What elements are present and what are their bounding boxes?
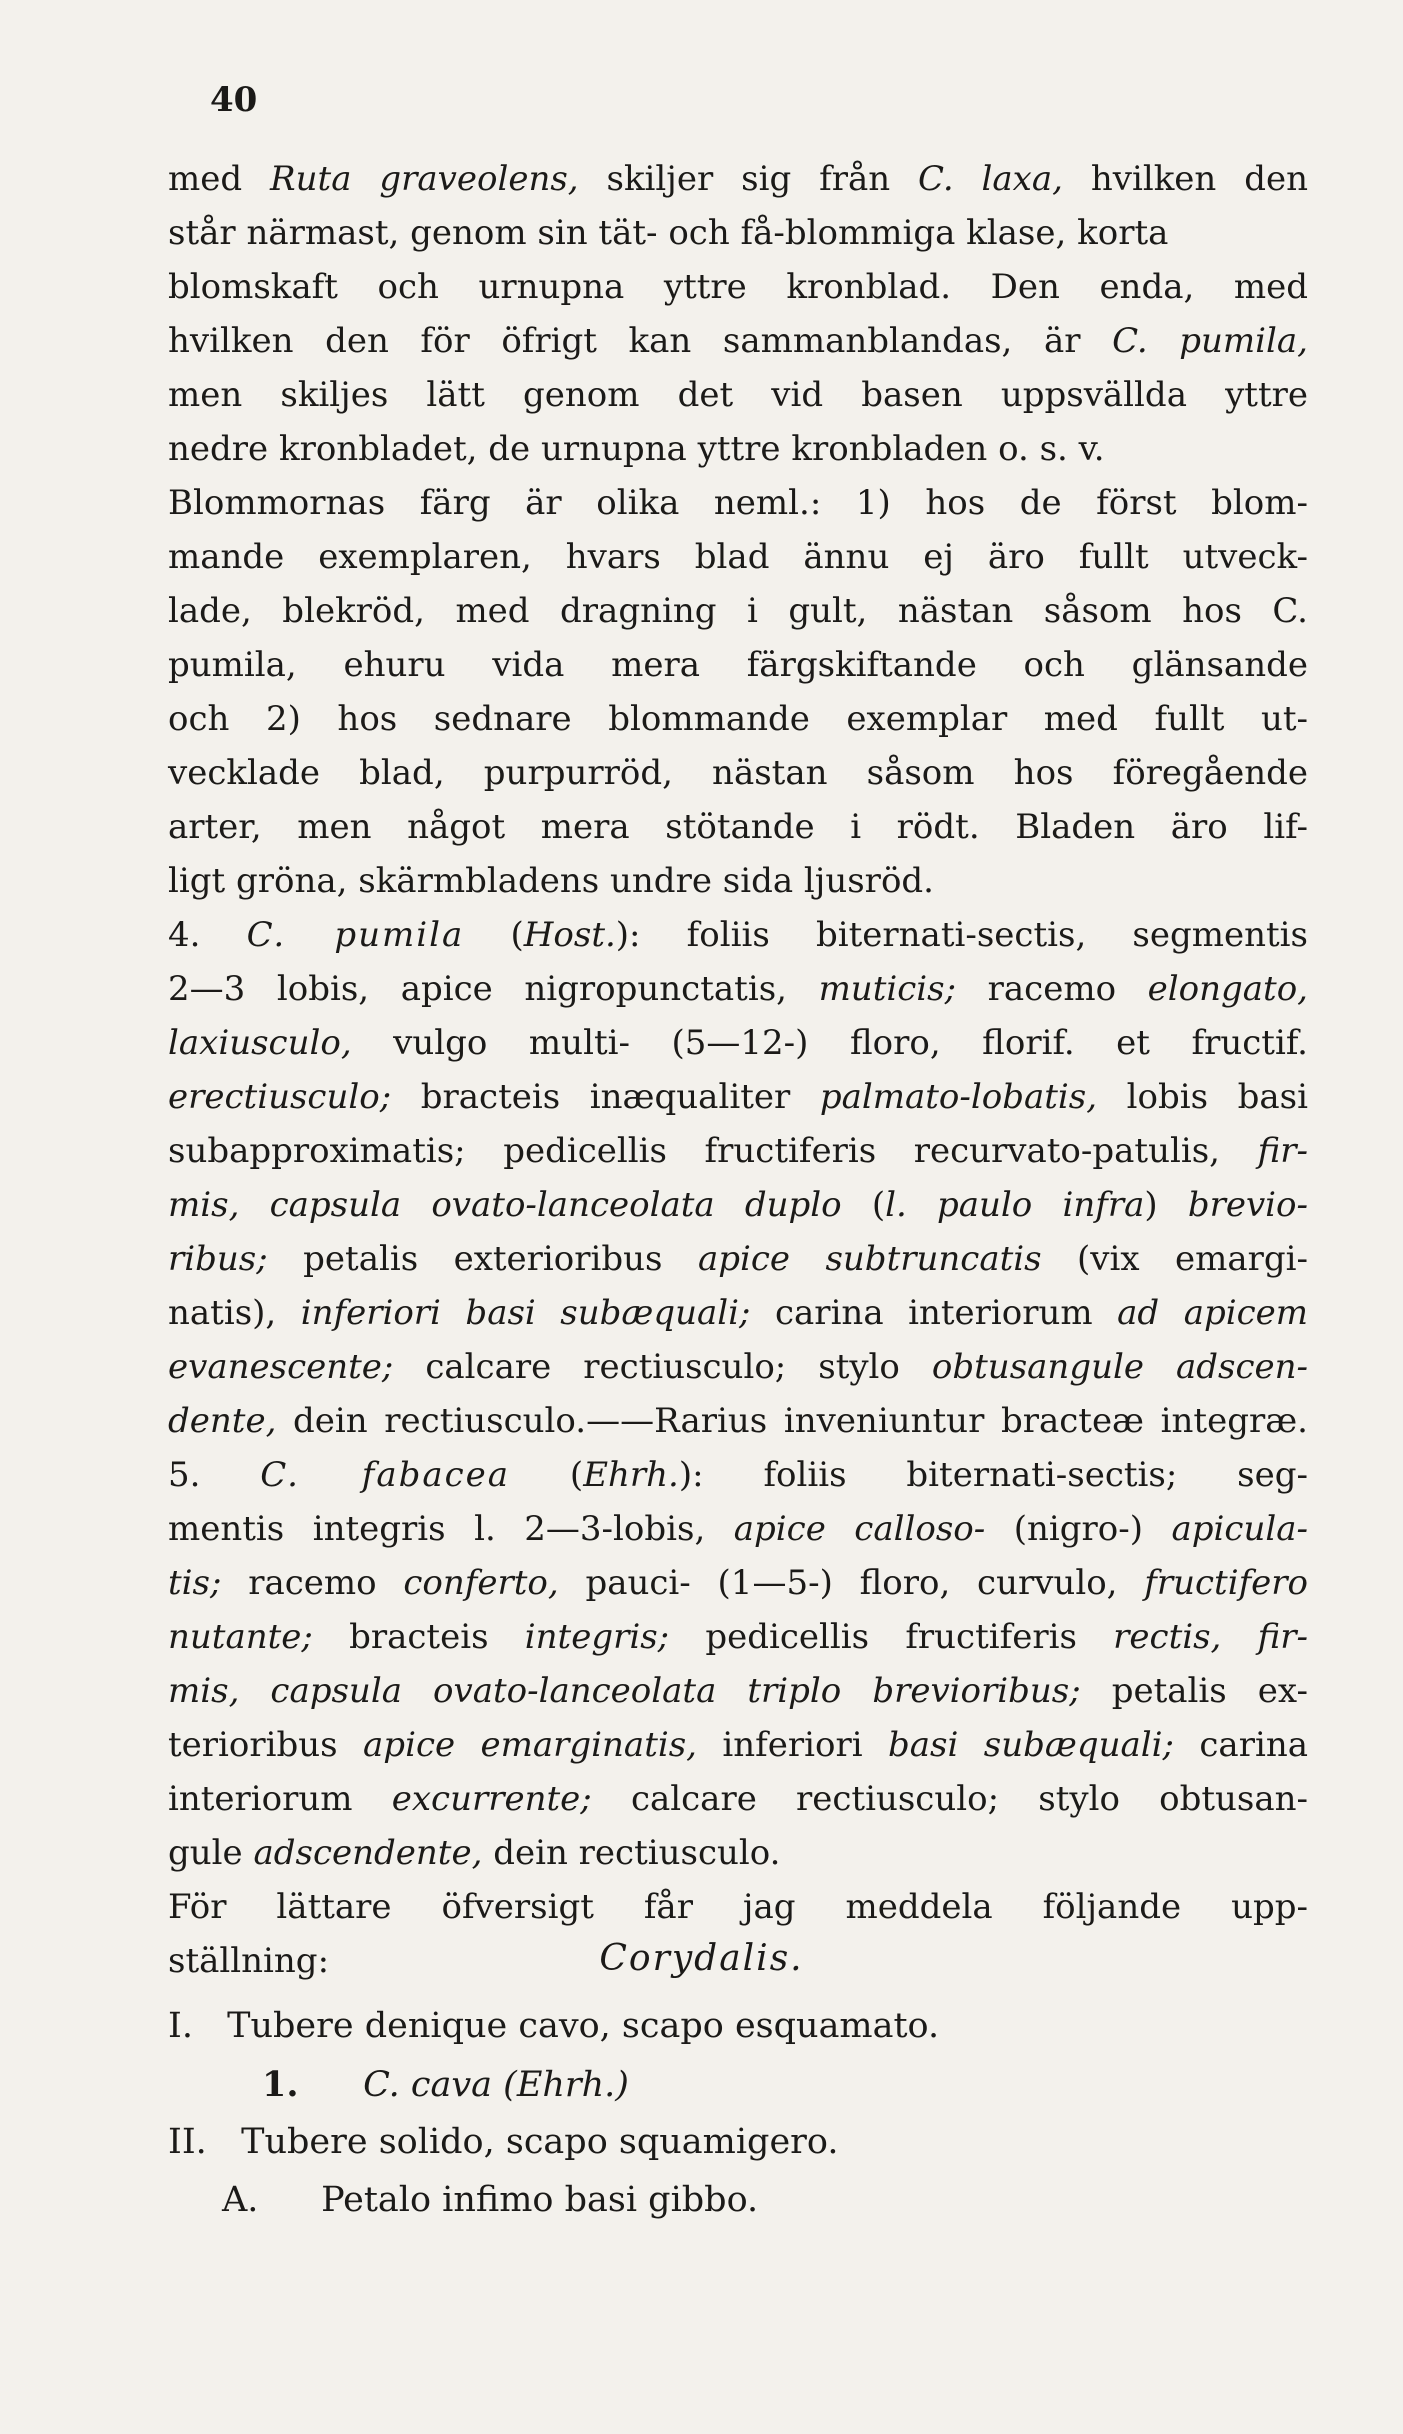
text-span: För lättare öfversigt får jag meddela följande upp- xyxy=(168,1887,1308,1927)
key-text: C. cava (Ehrh.) xyxy=(363,2065,629,2105)
text-span: dein rectiusculo.——Rarius inveniuntur bracteæ integræ. xyxy=(276,1401,1308,1441)
text-span: 4. xyxy=(168,915,247,955)
text-line xyxy=(168,314,1308,368)
text-line xyxy=(168,1556,1308,1610)
emphasis-text: basi subæquali; xyxy=(888,1725,1174,1765)
emphasis-text: integris; xyxy=(524,1617,670,1657)
emphasis-text: dente, xyxy=(168,1401,277,1441)
text-span: och 2) hos sednare blommande exemplar med fullt ut- xyxy=(168,699,1308,739)
text-span: natis), xyxy=(168,1293,301,1333)
text-line xyxy=(168,584,1308,638)
key-item xyxy=(222,2180,758,2220)
text-span: ): foliis biternati-sectis, segmentis xyxy=(615,915,1308,955)
text-span: men skiljes lätt genom det vid basen uppsvällda yttre xyxy=(168,375,1308,415)
text-span: calcare rectiusculo; stylo xyxy=(393,1347,932,1387)
text-span: racemo xyxy=(221,1563,404,1603)
emphasis-text: C. laxa, xyxy=(918,159,1063,199)
text-span: hvilken den xyxy=(1062,159,1308,199)
text-span: ( xyxy=(841,1185,886,1225)
emphasis-text: obtusangule adscen- xyxy=(931,1347,1308,1387)
text-span: nedre kronbladet, de urnupna yttre kronbladen o. s. v. xyxy=(168,429,1105,469)
text-line xyxy=(168,260,1308,314)
emphasis-text: l. paulo infra xyxy=(885,1185,1145,1225)
text-line xyxy=(168,1772,1308,1826)
key-text: Tubere solido, scapo squamigero. xyxy=(241,2122,839,2162)
body-text xyxy=(168,152,1308,1988)
text-span: bracteis xyxy=(312,1617,525,1657)
text-line xyxy=(168,1286,1308,1340)
text-span: carina xyxy=(1173,1725,1308,1765)
key-text: Petalo infimo basi gibbo. xyxy=(321,2180,759,2220)
key-number: I. xyxy=(168,2006,193,2046)
text-line xyxy=(168,1664,1308,1718)
text-line xyxy=(168,746,1308,800)
emphasis-text: erectiusculo; xyxy=(168,1077,392,1117)
emphasis-text: rectis, fir- xyxy=(1113,1617,1309,1657)
text-span: mande exemplaren, hvars blad ännu ej äro fullt utveck- xyxy=(168,537,1308,577)
key-item xyxy=(168,2006,939,2046)
key-text: Tubere denique cavo, scapo esquamato. xyxy=(227,2006,940,2046)
text-span: petalis exterioribus xyxy=(267,1239,698,1279)
text-span: mentis integris l. 2—3-lobis, xyxy=(168,1509,734,1549)
text-line xyxy=(168,692,1308,746)
text-line xyxy=(168,152,1308,206)
text-line xyxy=(168,206,1308,260)
text-span: terioribus xyxy=(168,1725,364,1765)
page-number: 40 xyxy=(210,80,258,120)
emphasis-text: ribus; xyxy=(168,1239,268,1279)
text-span: gule xyxy=(168,1833,254,1873)
text-span: hvilken den för öfrigt kan sammanblandas, är xyxy=(168,321,1113,361)
text-line xyxy=(168,422,1308,476)
emphasis-text: evanescente; xyxy=(168,1347,394,1387)
section-heading: Corydalis. xyxy=(599,1938,804,1979)
emphasis-text: Ruta graveolens, xyxy=(270,159,579,199)
text-span: 2—3 lobis, apice nigropunctatis, xyxy=(168,969,819,1009)
text-line xyxy=(168,1070,1308,1124)
text-line xyxy=(168,1340,1308,1394)
emphasis-text: ad apicem xyxy=(1117,1293,1309,1333)
text-span: vecklade blad, purpurröd, nästan såsom hos föregående xyxy=(168,753,1308,793)
emphasis-text: muticis; xyxy=(818,969,957,1009)
text-line xyxy=(168,368,1308,422)
emphasis-text: elongato, xyxy=(1147,969,1308,1009)
key-item xyxy=(168,2122,838,2162)
text-span: ): foliis biternati-sectis; seg- xyxy=(678,1455,1308,1495)
text-span: ställning: xyxy=(168,1941,330,1981)
text-span: petalis ex- xyxy=(1080,1671,1308,1711)
text-line xyxy=(168,1718,1308,1772)
text-line xyxy=(168,962,1308,1016)
text-span: ( xyxy=(464,915,524,955)
emphasis-text: fir- xyxy=(1257,1131,1308,1171)
emphasis-text: mis, capsula ovato-lanceolata triplo brevioribus; xyxy=(168,1671,1081,1711)
text-line xyxy=(168,1880,1308,1934)
emphasis-text: apice calloso- xyxy=(733,1509,986,1549)
key-number: 1. xyxy=(262,2064,299,2105)
text-span: inferiori xyxy=(697,1725,889,1765)
emphasis-text: laxiusculo, xyxy=(168,1023,352,1063)
text-span: pedicellis fructiferis xyxy=(669,1617,1114,1657)
emphasis-text: inferiori basi subæquali; xyxy=(300,1293,751,1333)
emphasis-text: brevio- xyxy=(1187,1185,1309,1225)
emphasis-text: tis; xyxy=(168,1563,222,1603)
text-span: ) xyxy=(1144,1185,1188,1225)
text-span: lobis basi xyxy=(1097,1077,1309,1117)
emphasis-text: adscendente, xyxy=(253,1833,483,1873)
text-line xyxy=(168,530,1308,584)
text-span: ligt gröna, skärmbladens undre sida ljusröd. xyxy=(168,861,934,901)
emphasis-text: C. fabacea xyxy=(260,1455,511,1495)
emphasis-text: fructifero xyxy=(1144,1563,1308,1603)
text-line xyxy=(168,1502,1308,1556)
text-span: pauci- (1—5-) floro, curvulo, xyxy=(558,1563,1145,1603)
text-span: Blommornas färg är olika neml.: 1) hos de först blom- xyxy=(168,483,1308,523)
text-line xyxy=(168,476,1308,530)
key-number: II. xyxy=(168,2122,207,2162)
emphasis-text: Ehrh. xyxy=(583,1455,679,1495)
text-span: (vix emargi- xyxy=(1041,1239,1309,1279)
text-line xyxy=(168,1826,1308,1880)
text-span: dein rectiusculo. xyxy=(482,1833,781,1873)
text-span: skiljer sig från xyxy=(578,159,919,199)
emphasis-text: apicula- xyxy=(1171,1509,1308,1549)
emphasis-text: C. pumila, xyxy=(1112,321,1308,361)
text-span: racemo xyxy=(956,969,1148,1009)
emphasis-text: mis, capsula ovato-lanceolata duplo xyxy=(168,1185,842,1225)
text-span: interiorum xyxy=(168,1779,392,1819)
emphasis-text: excurrente; xyxy=(391,1779,592,1819)
text-span: bracteis inæqualiter xyxy=(391,1077,820,1117)
emphasis-text: apice subtruncatis xyxy=(697,1239,1042,1279)
text-span: står närmast, genom sin tät- och få-blommiga klase, korta xyxy=(168,213,1169,253)
key-item xyxy=(262,2064,629,2105)
text-line xyxy=(168,908,1308,962)
text-span: med xyxy=(168,159,271,199)
text-line xyxy=(168,854,1308,908)
text-span: carina interiorum xyxy=(750,1293,1118,1333)
text-line xyxy=(168,1394,1308,1448)
text-line xyxy=(168,1232,1308,1286)
text-line xyxy=(168,1016,1308,1070)
emphasis-text: conferto, xyxy=(403,1563,559,1603)
text-line xyxy=(168,800,1308,854)
emphasis-text: Host. xyxy=(523,915,616,955)
text-line xyxy=(168,1124,1308,1178)
text-span: arter, men något mera stötande i rödt. Bladen äro lif- xyxy=(168,807,1308,847)
text-span: lade, blekröd, med dragning i gult, nästan såsom hos C. xyxy=(168,591,1308,631)
key-number: A. xyxy=(222,2180,259,2220)
text-span: blomskaft och urnupna yttre kronblad. Den enda, med xyxy=(168,267,1308,307)
emphasis-text: C. pumila xyxy=(246,915,465,955)
text-line xyxy=(168,1610,1308,1664)
text-line xyxy=(168,1178,1308,1232)
emphasis-text: apice emarginatis, xyxy=(363,1725,697,1765)
text-span: (nigro-) xyxy=(985,1509,1172,1549)
text-span: vulgo multi- (5—12-) floro, florif. et fructif. xyxy=(351,1023,1308,1063)
text-span: pumila, ehuru vida mera färgskiftande och glänsande xyxy=(168,645,1308,685)
text-line xyxy=(168,1448,1308,1502)
emphasis-text: nutante; xyxy=(168,1617,313,1657)
text-span: calcare rectiusculo; stylo obtusan- xyxy=(591,1779,1309,1819)
emphasis-text: palmato-lobatis, xyxy=(819,1077,1098,1117)
text-span: ( xyxy=(510,1455,584,1495)
text-span: subapproximatis; pedicellis fructiferis recurvato-patulis, xyxy=(168,1131,1258,1171)
text-span: 5. xyxy=(168,1455,261,1495)
text-line xyxy=(168,638,1308,692)
